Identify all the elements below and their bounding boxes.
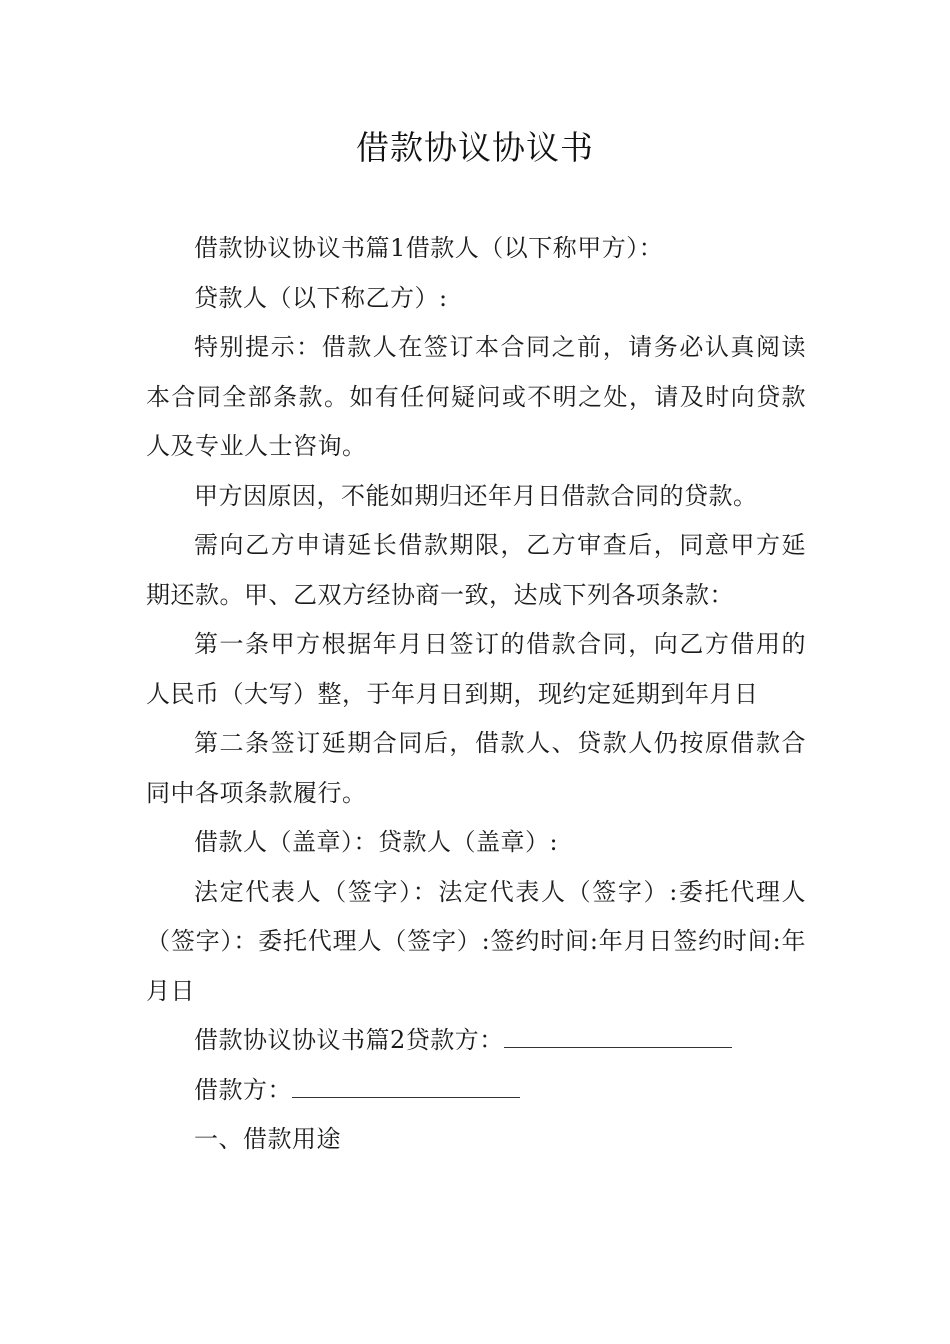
borrower-line-label: 借款方： [194, 1075, 292, 1104]
paragraph-reason: 甲方因原因，不能如期归还年月日借款合同的贷款。 [194, 481, 758, 510]
paragraph-article-one: 第一条甲方根据年月日签订的借款合同，向乙方借用的人民币（大写）整，于年月日到期，现约定延期到年月日 [146, 630, 806, 708]
document-body [146, 224, 806, 1165]
paragraph-borrower-line [146, 1066, 806, 1116]
paragraph-article-two: 第二条签订延期合同后，借款人、贷款人仍按原借款合同中各项条款履行。 [146, 729, 806, 807]
paragraph-seals: 借款人（盖章）：贷款人（盖章）: [194, 828, 559, 856]
paragraph-special-notice: 特别提示：借款人在签订本合同之前，请务必认真阅读本合同全部条款。如有任何疑问或不明之处，请及时向贷款人及专业人士咨询。 [146, 333, 806, 460]
paragraph-signatures: 法定代表人（签字）：法定代表人（签字）:委托代理人（签字）：委托代理人（签字）:签约时间:年月日签约时间:年月日 [146, 877, 806, 1005]
section-heading-loan-purpose: 一、借款用途 [194, 1125, 341, 1153]
paragraph-extension-request: 需向乙方申请延长借款期限，乙方审查后，同意甲方延期还款。甲、乙双方经协商一致，达成下列各项条款： [146, 531, 806, 609]
paragraph-borrower-intro: 借款协议协议书篇1借款人（以下称甲方）： [194, 234, 664, 262]
lender-line-label: 借款协议协议书篇2贷款方： [194, 1026, 504, 1054]
borrower-blank-line [292, 1077, 520, 1098]
document-title: 借款协议协议书 [356, 128, 594, 167]
lender-blank-line [504, 1027, 732, 1048]
paragraph-lender-intro: 贷款人（以下称乙方）: [194, 283, 448, 312]
paragraph-lender-line [146, 1016, 806, 1066]
